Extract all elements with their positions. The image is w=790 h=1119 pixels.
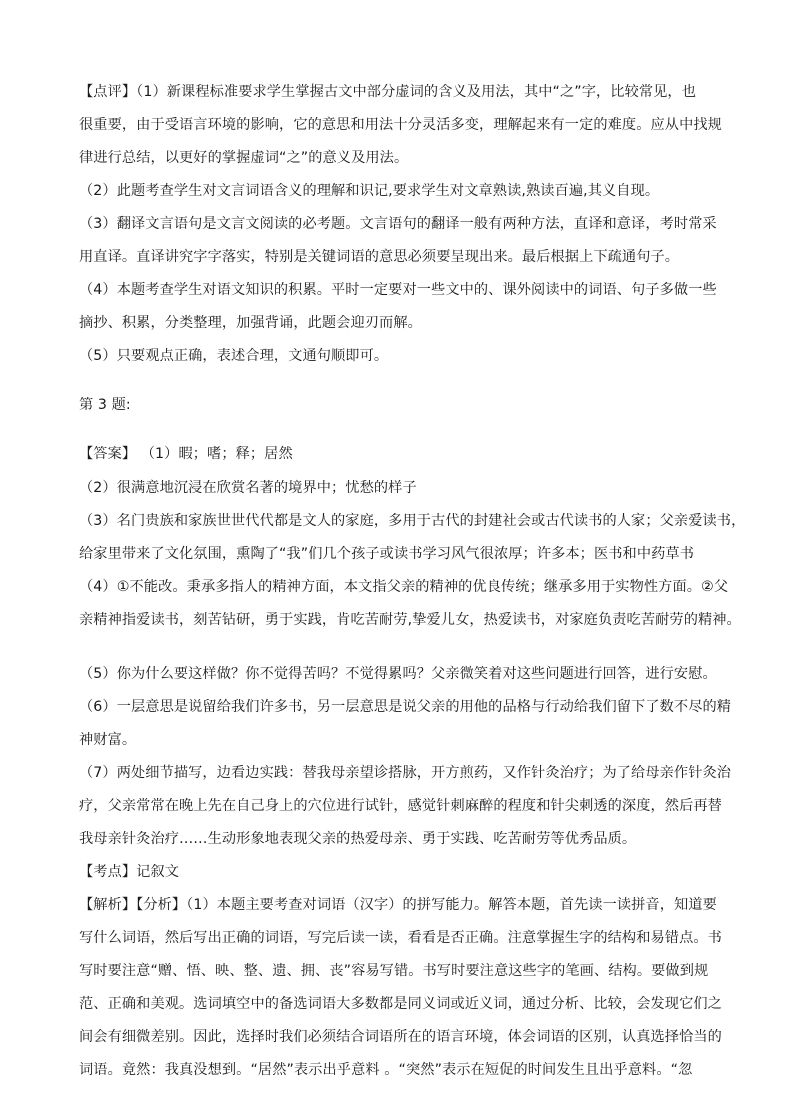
answer-item-6: （6）一层意思是说留给我们许多书，另一层意思是说父亲的用他的品格与行动给我们留下了数不尽的精 <box>79 699 732 715</box>
text-line: 间会有细微差别。因此，选择时我们必须结合词语所在的语言环境，体会词语的区别，认真选择恰当的 <box>79 1029 722 1045</box>
review-heading-line: 【点评】（1）新课程标准要求学生掌握古文中部分虚词的含义及用法，其中“之”字，比较常见，也 <box>79 84 697 100</box>
question-heading: 第 3 题: <box>79 397 131 413</box>
text-line: 亲精神指爱读书，刻苦钻研，勇于实践，肯吃苦耐劳,挚爱儿女，热爱读书，对家庭负责吃苦耐劳的精神。 <box>79 612 741 628</box>
answer-item-3: （3）名门贵族和家族世世代代都是文人的家庭，多用于古代的封建社会或古代读书的人家；父亲爱读书， <box>79 513 746 529</box>
analysis-heading-line: 【解析】【分析】（1）本题主要考查对词语（汉字）的拼写能力。解答本题，首先读一读拼音，知道要 <box>79 897 717 913</box>
text-line: 疗，父亲常常在晚上先在自己身上的穴位进行试针，感觉针刺麻醉的程度和针尖刺透的深度，然后再替 <box>79 798 722 814</box>
review-item-3: （3）翻译文言语句是文言文阅读的必考题。文言语句的翻译一般有两种方法，直译和意译，考时常采 <box>79 216 717 232</box>
text-line: 写时要注意“赠、悟、映、整、遗、拥、丧”容易写错。书写时要注意这些字的笔画、结构。要做到规 <box>79 963 709 979</box>
exam-point-line: 【考点】记叙文 <box>79 864 180 880</box>
text-line: 摘抄、积累，分类整理，加强背诵，此题会迎刃而解。 <box>79 315 422 331</box>
answer-item-5: （5）你为什么要这样做？你不觉得苦吗？不觉得累吗？父亲微笑着对这些问题进行回答，进行安慰。 <box>79 666 717 682</box>
review-item-5: （5）只要观点正确，表述合理，文通句顺即可。 <box>79 348 389 364</box>
text-line: 范、正确和美观。选词填空中的备选词语大多数都是同义词或近义词，通过分析、比较，会发现它们之 <box>79 996 722 1012</box>
answer-item-7: （7）两处细节描写，边看边实践：替我母亲望诊搭脉，开方煎药，又作针灸治疗；为了给母亲作针灸治 <box>79 765 732 781</box>
answer-heading-line: 【答案】 （1）暇；嗜；释；居然 <box>79 446 293 462</box>
answer-item-4: （4）①不能改。秉承多指人的精神方面，本文指父亲的精神的优良传统；继承多用于实物性方面。②父 <box>79 579 729 595</box>
text-line: 给家里带来了文化氛围，熏陶了“我”们几个孩子或读书学习风气很浓厚；许多本；医书和中药草书 <box>79 546 694 562</box>
text-line: 很重要，由于受语言环境的影响，它的意思和用法十分灵活多变，理解起来有一定的难度。应从中找规 <box>79 117 722 133</box>
text-line: 用直译。直译讲究字字落实，特别是关键词语的意思必须要呈现出来。最后根据上下疏通句子。 <box>79 249 680 265</box>
text-line: 律进行总结，以更好的掌握虚词“之”的意义及用法。 <box>79 150 409 166</box>
text-line: 我母亲针灸治疗……生动形象地表现父亲的热爱母亲、勇于实践、吃苦耐劳等优秀品质。 <box>79 831 637 847</box>
text-line: 神财富。 <box>79 732 137 748</box>
review-item-2: （2）此题考查学生对文言词语含义的理解和识记,要求学生对文章熟读,熟读百遍,其义自现。 <box>79 183 660 199</box>
review-item-4: （4）本题考查学生对语文知识的积累。平时一定要对一些文中的、课外阅读中的词语、句子多做一些 <box>79 282 717 298</box>
answer-item-2: （2）很满意地沉浸在欣赏名著的境界中；忧愁的样子 <box>79 480 417 496</box>
text-line: 写什么词语，然后写出正确的词语，写完后读一读，看看是否正确。注意掌握生字的结构和易错点。书 <box>79 930 722 946</box>
text-line: 词语。竟然：我真没想到。“居然”表示出乎意料 。“突然”表示在短促的时间发生且出乎意料。“忽 <box>79 1062 693 1078</box>
